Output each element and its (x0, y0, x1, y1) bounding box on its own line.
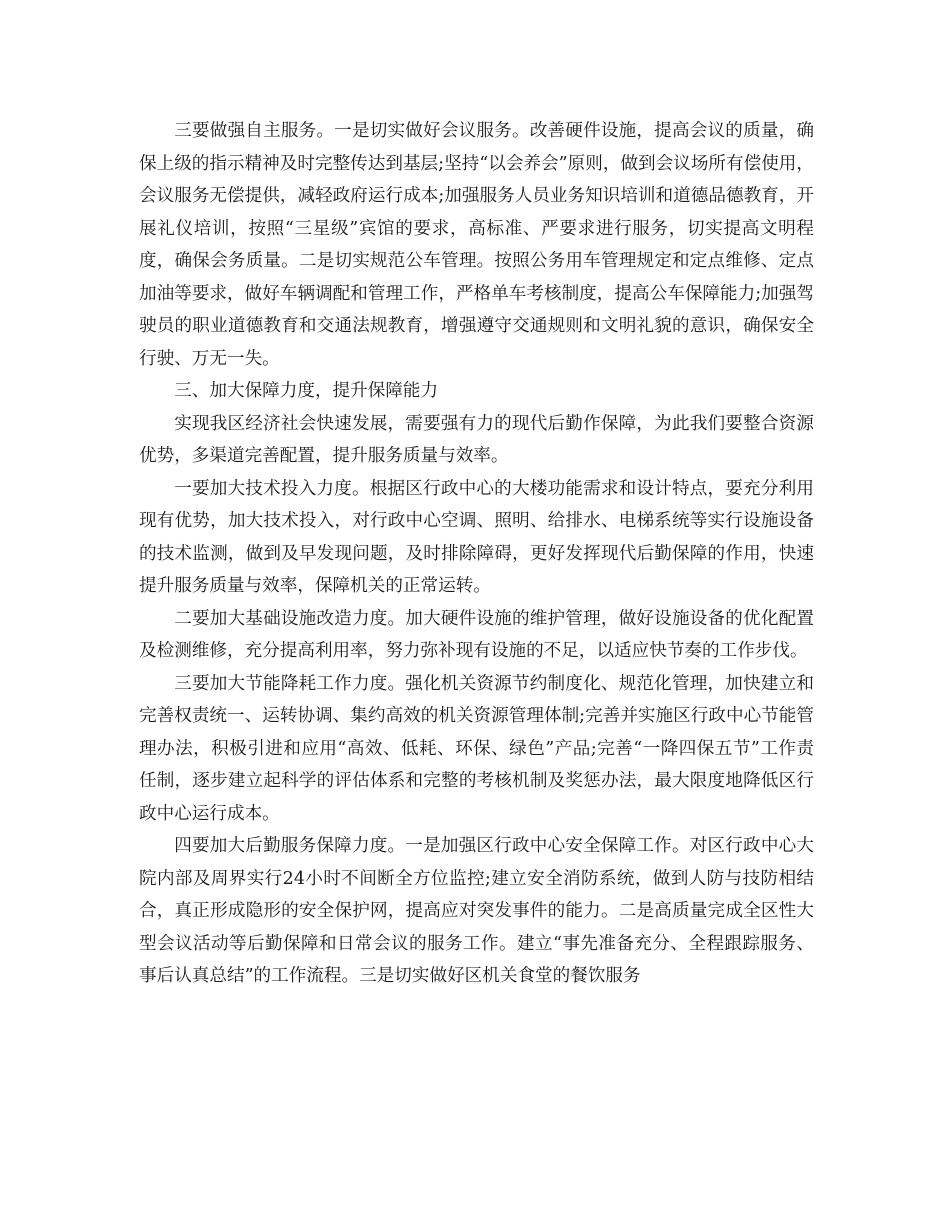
paragraph-meeting-and-vehicle-services: 三要做强自主服务。一是切实做好会议服务。改善硬件设施，提高会议的质量，确保上级的指示精神及时完整传达到基层;坚持“以会养会”原则，做到会议场所有偿使用，会议服务无偿提供，减轻政府运行成本;加强服务人员业务知识培训和道德品德教育，开展礼仪培训，按照“三星级”宾馆的要求，高标准、严要求进行服务，切实提高文明程度，确保会务质量。二是切实规范公车管理。按照公务用车管理规定和定点维修、定点加油等要求，做好车辆调配和管理工作，严格单车考核制度，提高公车保障能力;加强驾驶员的职业道德教育和交通法规教育，增强遵守交通规则和文明礼貌的意识，确保安全行驶、万无一失。 (139, 121, 814, 369)
paragraph-infrastructure: 二要加大基础设施改造力度。加大硬件设施的维护管理，做好设施设备的优化配置及检测维修，充分提高利用率，努力弥补现有设施的不足，以适应快节奏的工作步伐。 (139, 608, 814, 661)
document-body (139, 115, 814, 993)
section-heading-three: 三、加大保障力度，提升保障能力 (174, 381, 439, 401)
paragraph-logistics-support: 四要加大后勤服务保障力度。一是加强区行政中心安全保障工作。对区行政中心大院内部及周界实行24小时不间断全方位监控;建立安全消防系统，做到人防与技防相结合，真正形成隐形的安全保护网，提高应对突发事件的能力。二是高质量完成全区性大型会议活动等后勤保障和日常会议的服务工作。建立“事先准备充分、全程跟踪服务、事后认真总结”的工作流程。三是切实做好区机关食堂的餐饮服务 (139, 836, 814, 986)
paragraph-section-intro: 实现我区经济社会快速发展，需要强有力的现代后勤作保障，为此我们要整合资源优势，多渠道完善配置，提升服务质量与效率。 (139, 413, 814, 466)
paragraph-technical-investment: 一要加大技术投入力度。根据区行政中心的大楼功能需求和设计特点，要充分利用现有优势，加大技术投入，对行政中心空调、照明、给排水、电梯系统等实行设施设备的技术监测，做到及早发现问题，及时排除障碍，更好发挥现代后勤保障的作用，快速提升服务质量与效率，保障机关的正常运转。 (139, 478, 814, 596)
paragraph-energy-saving: 三要加大节能降耗工作力度。强化机关资源节约制度化、规范化管理，加快建立和完善权责统一、运转协调、集约高效的机关资源管理体制;完善并实施区行政中心节能管理办法，积极引进和应用“高效、低耗、环保、绿色”产品;完善“一降四保五节”工作责任制，逐步建立起科学的评估体系和完整的考核机制及奖惩办法，最大限度地降低区行政中心运行成本。 (139, 673, 814, 824)
